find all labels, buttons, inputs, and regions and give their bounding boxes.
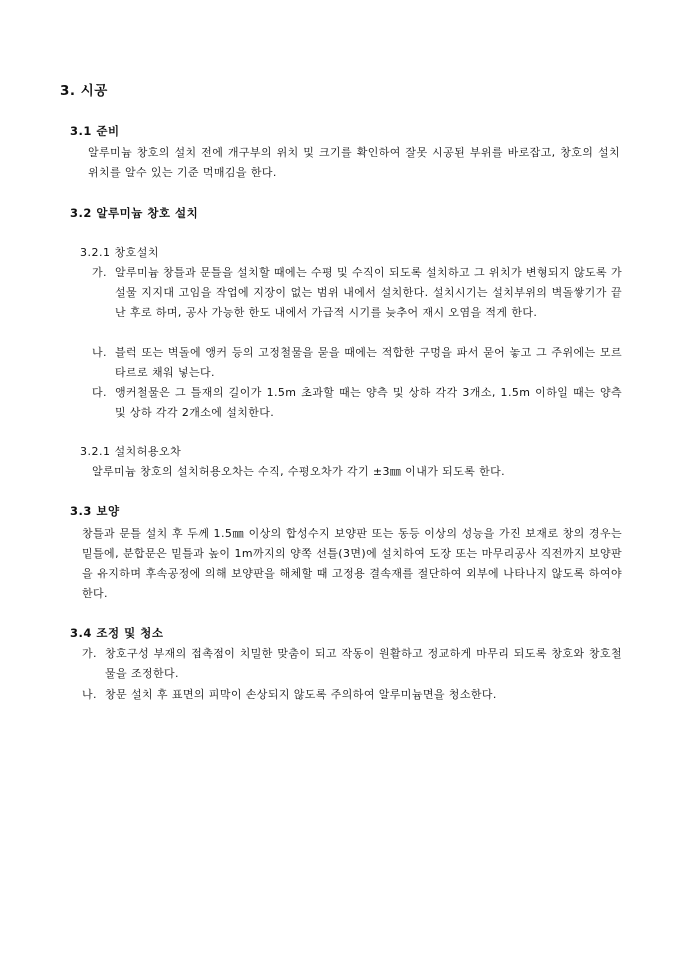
- list-marker: 가.: [82, 647, 97, 660]
- list-marker: 나.: [92, 346, 107, 359]
- list-item-text: 앵커철물은 그 틀재의 길이가 1.5m 초과할 때는 양측 및 상하 각각 3개소, 1.5m 이하일 때는 양측 및 상하 각각 2개소에 설치한다.: [115, 386, 622, 419]
- list-item-3-4-ga: [82, 644, 622, 684]
- list-item-text: 창호구성 부재의 접촉점이 치밀한 맞춤이 되고 작동이 원활하고 정교하게 마무리 되도록 창호와 창호철물을 조정한다.: [105, 647, 622, 680]
- list-item-3-2-1-ga: [92, 263, 622, 323]
- list-item-3-2-1-da: [92, 383, 622, 423]
- heading-3-3: 3.3 보양: [70, 504, 120, 518]
- paragraph-3-1: 알루미늄 창호의 설치 전에 개구부의 위치 및 크기를 확인하여 잘못 시공된 부위를 바로잡고, 창호의 설치위치를 알수 있는 기준 먹매김을 한다.: [88, 146, 620, 179]
- heading-3-2-1-installation: 3.2.1 창호설치: [80, 246, 159, 259]
- heading-3-2-1-tolerance: 3.2.1 설치허용오차: [80, 445, 182, 458]
- section-title: 3. 시공: [60, 83, 108, 99]
- list-item-3-2-1-na: [92, 343, 622, 383]
- list-item-text: 블럭 또는 벽돌에 앵커 등의 고정철물을 묻을 때에는 적합한 구멍을 파서 묻어 놓고 그 주위에는 모르타르로 채워 넣는다.: [115, 346, 622, 379]
- heading-3-2: 3.2 알루미늄 창호 설치: [70, 206, 199, 220]
- paragraph-3-3: 창틀과 문틀 설치 후 두께 1.5㎜ 이상의 합성수지 보양판 또는 동등 이상의 성능을 가진 보재로 창의 경우는 밑틀에, 분합문은 밑틀과 높이 1m까지의 양쪽 선틀(3면)에 설치하여 도장 또는 마무리공사 직전까지 보양판을 유지하며 후속공정에 의해 보양판을 해체할 때 고정용 결속재를 절단하여 외부에 나타나지 않도록 하여야 한다.: [82, 527, 622, 600]
- heading-3-4: 3.4 조정 및 청소: [70, 626, 164, 640]
- list-marker: 다.: [92, 386, 107, 399]
- paragraph-3-2-1-tolerance: 알루미늄 창호의 설치허용오차는 수직, 수평오차가 각기 ±3㎜ 이내가 되도록 한다.: [92, 465, 506, 478]
- list-item-3-4-na: [82, 685, 622, 705]
- list-item-text: 창문 설치 후 표면의 피막이 손상되지 않도록 주의하여 알루미늄면을 청소한다.: [105, 688, 497, 701]
- heading-3-1: 3.1 준비: [70, 124, 120, 138]
- list-marker: 나.: [82, 688, 97, 701]
- list-item-text: 알루미늄 창틀과 문틀을 설치할 때에는 수평 및 수직이 되도록 설치하고 그 위치가 변형되지 않도록 가설물 지지대 고임을 작업에 지장이 없는 범위 내에서 설치한다. 설치시기는 설치부위의 벽돌쌓기가 끝난 후로 하며, 공사 가능한 한도 내에서 가급적 시기를 늦추어 재시 오염을 적게 한다.: [115, 266, 622, 319]
- list-marker: 가.: [92, 266, 107, 279]
